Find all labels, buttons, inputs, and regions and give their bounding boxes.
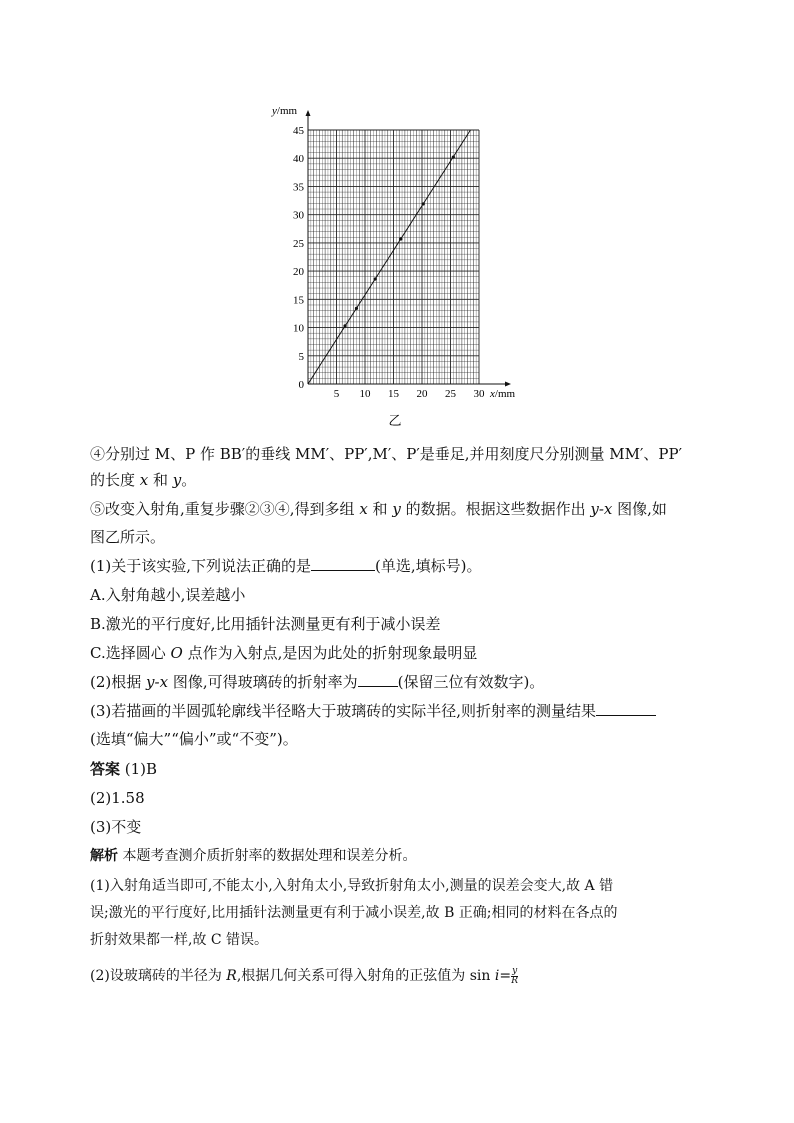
step5-line2: 图乙所示。 xyxy=(90,528,166,546)
y-tick-label: 20 xyxy=(293,266,304,279)
y-tick-label: 10 xyxy=(293,322,304,335)
step4-line1: ④分别过 M、P 作 BB′的垂线 MM′、PP′,M′、P′是垂足,并用刻度尺分别测量 MM′、PP′ xyxy=(90,445,682,463)
step4-line2: 的长度 x 和 y。 xyxy=(90,471,197,489)
y-x-graph xyxy=(250,98,550,428)
x-axis-arrow xyxy=(505,382,511,387)
question-3-line1: (3)若描画的半圆弧轮廓线半径略大于玻璃砖的实际半径,则折射率的测量结果 xyxy=(90,701,656,721)
data-point xyxy=(452,155,455,158)
x-tick-label: 30 xyxy=(473,388,485,400)
step5-line1: ⑤改变入射角,重复步骤②③④,得到多组 x 和 y 的数据。根据这些数据作出 y-x 图像,如 xyxy=(90,500,667,518)
answer-line2: (2)1.58 xyxy=(90,789,145,807)
y-tick-label: 5 xyxy=(298,350,304,363)
x-tick-label: 15 xyxy=(388,388,399,400)
analysis-2-line1: (2)设玻璃砖的半径为 R,根据几何关系可得入射角的正弦值为 sin i= $\frac{y}{R}$ xyxy=(90,965,519,986)
x-tick-label: 10 xyxy=(359,388,371,400)
analysis-1-line3: 折射效果都一样,故 C 错误。 xyxy=(90,932,269,948)
data-point xyxy=(343,324,346,327)
analysis-1-line2: 误;激光的平行度好,比用插针法测量更有利于减小误差,故 B 正确;相同的材料在各点的 xyxy=(90,905,618,921)
x-tick-label: 25 xyxy=(445,388,456,400)
y-axis-label: y/mm xyxy=(272,105,298,117)
option-c: C.选择圆心 O 点作为入射点,是因为此处的折射现象最明显 xyxy=(90,644,478,662)
answer-line3: (3)不变 xyxy=(90,818,142,836)
analysis-1-line1: (1)入射角适当即可,不能太小,入射角太小,导致折射角太小,测量的误差会变大,故 A 错 xyxy=(90,878,614,894)
grid xyxy=(308,130,479,384)
y-tick-label: 35 xyxy=(293,181,304,194)
answer-line1: 答案 (1)B xyxy=(90,760,158,778)
x-tick-label: 20 xyxy=(416,388,428,400)
question-1: (1)关于该实验,下列说法正确的是 (单选,填标号)。 xyxy=(90,557,482,575)
y-tick-label: 40 xyxy=(293,153,304,166)
question-3-line2: (选填“偏大”“偏小”或“不变”)。 xyxy=(90,730,298,748)
data-point xyxy=(422,202,425,205)
data-point xyxy=(355,307,358,310)
data-point xyxy=(399,237,402,240)
y-tick-label: 0 xyxy=(298,379,304,391)
fraction-y-over-r: $\frac{y}{R}$ xyxy=(511,965,519,986)
y-tick-label: 25 xyxy=(293,237,304,250)
fit-line xyxy=(308,130,470,384)
option-b: B.激光的平行度好,比用插针法测量更有利于减小误差 xyxy=(90,615,441,633)
x-tick-label: 5 xyxy=(333,388,340,400)
y-tick-label: 30 xyxy=(293,209,304,222)
y-tick-label: 45 xyxy=(293,125,304,137)
y-tick-label: 15 xyxy=(293,294,304,307)
data-point xyxy=(374,277,377,280)
figure-caption: 乙 xyxy=(388,413,402,428)
x-axis-label: x/mm xyxy=(490,388,516,400)
analysis-intro: 解析 本题考查测介质折射率的数据处理和误差分析。 xyxy=(90,848,417,864)
y-axis-arrow xyxy=(306,110,311,116)
question-2: (2)根据 y-x 图像,可得玻璃砖的折射率为 (保留三位有效数字)。 xyxy=(90,673,545,691)
option-a: A.入射角越小,误差越小 xyxy=(90,586,246,604)
